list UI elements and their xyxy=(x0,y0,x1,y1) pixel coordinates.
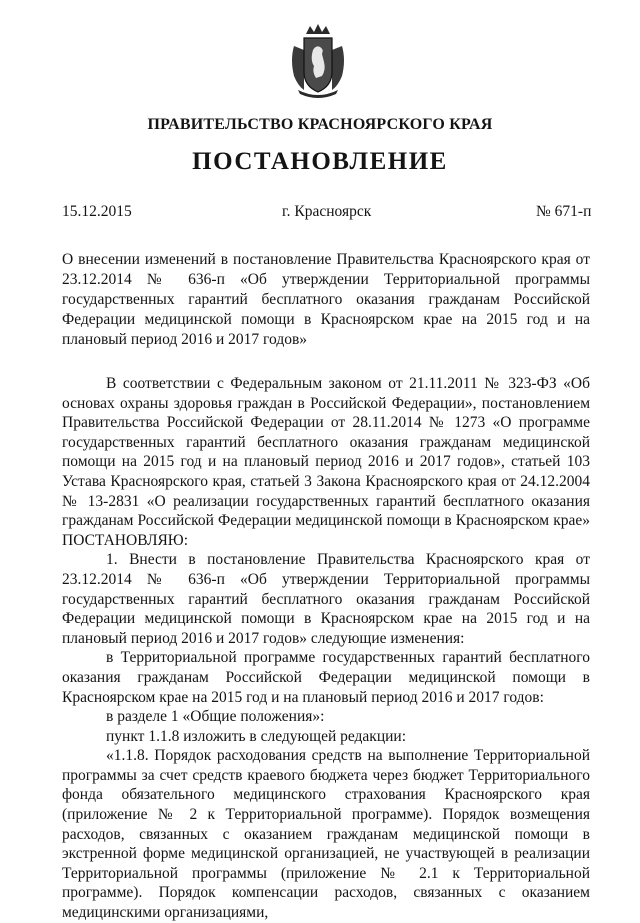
body-paragraph: В соответствии с Федеральным законом от 21.11.2011 № 323-ФЗ «Об основах охраны здоровья граждан в Российской Федерации», постановлением Правительства Российской Федерации от 28.11.2014 № 1273 «О программе государственных гарантий бесплатного оказания гражданам медицинской помощи на 2015 год и на плановый период 2016 и 2017 годов», статьей 103 Устава Красноярского края, статьей 3 Закона Красноярского края от 24.12.2004 № 13-2831 «О реализации государственных гарантий бесплатного оказания гражданам Российской Федерации медицинской помощи в Красноярском крае» ПОСТАНОВЛЯЮ: xyxy=(62,375,590,549)
body-paragraph: в Территориальной программе государственных гарантий бесплатного оказания гражданам Российской Федерации медицинской помощи в Красноярском крае на 2015 год и на плановый период 2016 и 2017 годов: xyxy=(62,649,590,706)
document-date: 15.12.2015 xyxy=(62,203,132,220)
document-type-title: ПОСТАНОВЛЕНИЕ xyxy=(192,148,448,175)
body-paragraph: 1. Внести в постановление Правительства Красноярского края от 23.12.2014 № 636-п «Об утверждении Территориальной программы государственных гарантий бесплатного оказания гражданам Российской Федерации медицинской помощи в Красноярском крае на 2015 год и на плановый период 2016 и 2017 годов» следующие изменения: xyxy=(62,551,590,647)
document-number: № 671-п xyxy=(536,203,592,220)
government-name: ПРАВИТЕЛЬСТВО КРАСНОЯРСКОГО КРАЯ xyxy=(147,116,493,133)
body-paragraph: в разделе 1 «Общие положения»: xyxy=(106,708,325,726)
document-subject: О внесении изменений в постановление Правительства Красноярского края от 23.12.2014 № 636-п «Об утверждении Территориальной программы государственных гарантий бесплатного оказания гражданам Российской Федерации медицинской помощи в Красноярском крае на 2015 год и на плановый период 2016 и 2017 годов» xyxy=(62,251,590,348)
body-paragraph: пункт 1.1.8 изложить в следующей редакции: xyxy=(106,727,407,745)
document-body xyxy=(62,374,590,923)
body-paragraph: «1.1.8. Порядок расходования средств на выполнение Территориальной программы за счет средств краевого бюджета через бюджет Территориального фонда обязательного медицинского страхования Красноярского края (приложение № 2 к Территориальной программе). Порядок возмещения расходов, связанных с оказанием гражданам медицинской помощи в экстренной форме медицинской организацией, не участвующей в реализации Территориальной программы (приложение № 2.1 к Территориальной программе). Порядок компенсации расходов, связанных с оказанием медицинскими организациями, xyxy=(62,747,590,922)
document-city: г. Красноярск xyxy=(282,203,372,220)
coat-of-arms-icon xyxy=(286,20,350,98)
